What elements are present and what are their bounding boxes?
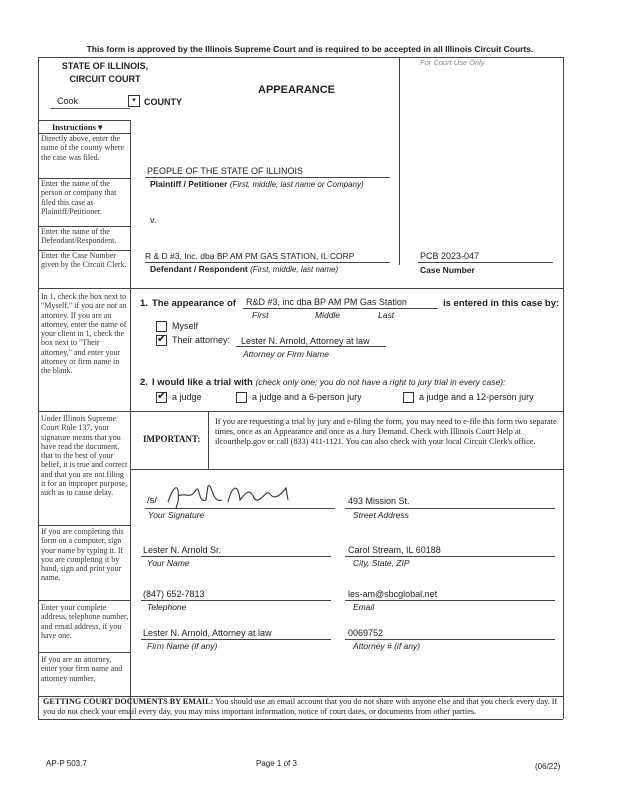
jury12-checkbox[interactable] — [403, 392, 414, 403]
myself-checkbox[interactable] — [156, 321, 167, 332]
instr-county: Directly above, enter the name of the county where the case was filed. — [41, 134, 125, 162]
your-name-input[interactable]: Lester N. Arnold Sr. — [143, 545, 222, 555]
sig-label: Your Signature — [148, 510, 205, 520]
instr-case-number: Enter the Case Number given by the Circuit Clerk. — [41, 251, 127, 270]
firm-input[interactable]: Lester N. Arnold, Attorney at law — [143, 628, 272, 638]
phone-label: Telephone — [147, 602, 187, 612]
their-attorney-label: Their attorney: — [172, 335, 231, 345]
county-label: COUNTY — [144, 97, 182, 107]
middle-label: Middle — [315, 310, 341, 320]
attorney-label: Attorney or Firm Name — [243, 349, 329, 359]
street-label: Street Address — [353, 510, 409, 520]
instr-plaintiff: Enter the name of the person or company that filed this case as Plaintiff/Petitioner. — [41, 179, 117, 216]
section1-number: 1. — [140, 298, 148, 309]
their-attorney-checkbox[interactable] — [156, 335, 167, 346]
plaintiff-label: Plaintiff / Petitioner (First, middle, last name or Company) — [150, 179, 364, 189]
section1-lead: The appearance of — [152, 298, 236, 309]
checkmark-icon: ✔ — [157, 390, 167, 402]
appearance-party-input[interactable]: R&D #3, inc dba BP AM PM Gas Station — [246, 297, 407, 307]
revision-date: (06/22) — [535, 762, 561, 771]
instr-myself: In 1, check the box next to "Myself," if you are not an attorney. If you are an attorney, enter the name of your client in 1, check the box next to "Their attorney," and enter your attorney or firm name in the blank. — [41, 292, 127, 376]
judge-checkbox[interactable] — [156, 392, 167, 403]
instructions-header: Instructions ▾ — [52, 122, 103, 132]
your-name-label: Your Name — [147, 558, 190, 568]
signature-scribble — [162, 478, 302, 512]
instr-rule137: Under Illinois Supreme Court Rule 137, your signature means that you have read the document, that to the best of your belief, it is true and correct and that you are not filing it for an improper purpose, such as to cause delay. — [41, 414, 128, 498]
email-input[interactable]: les-am@sbcglobal.net — [348, 589, 438, 599]
attorney-number-label: Attorney # (if any) — [353, 641, 421, 651]
jury12-label: a judge and a 12-person jury — [419, 392, 534, 402]
case-number-label: Case Number — [420, 265, 475, 275]
street-input[interactable]: 493 Mission St. — [348, 496, 410, 506]
last-label: Last — [378, 310, 395, 320]
phone-input[interactable]: (847) 652-7813 — [143, 589, 205, 599]
county-dropdown-icon[interactable]: ▾ — [128, 95, 140, 107]
myself-label: Myself — [172, 321, 199, 331]
checkmark-icon: ✔ — [157, 333, 167, 345]
instr-defendant: Enter the name of the Defendant/Respondent. — [41, 227, 117, 246]
approval-notice: This form is approved by the Illinois Supreme Court and is required to be accepted in all Illinois Circuit Courts. — [86, 44, 534, 54]
important-label: IMPORTANT: — [143, 434, 201, 444]
court-header — [40, 60, 170, 86]
email-notice: GETTING COURT DOCUMENTS BY EMAIL: You should use an email account that you do not share with anyone else and that you check every day. If you do not check your email every day, you may miss important information, notice of court dates, or documents from other parties. — [43, 697, 558, 716]
city-label: City, State, ZIP — [353, 558, 410, 568]
jury6-checkbox[interactable] — [236, 392, 247, 403]
form-title: APPEARANCE — [258, 84, 336, 96]
important-text: If you are requesting a trial by jury and e-filing the form, you may need to e-file this form two separate times, once as an Appearance and once as a Jury Demand. Check with Illinois Court Help at ilcourthelp.gov or call (833) 411-1121. You can also check with your local Circuit Clerk's office. — [215, 417, 557, 446]
judge-label: a judge — [172, 392, 202, 402]
attorney-number-input[interactable]: 0069752 — [348, 628, 384, 638]
state-line: STATE OF ILLINOIS, — [61, 61, 149, 71]
form-id: AP-P 503.7 — [46, 759, 87, 768]
sig-prefix: /s/ — [147, 495, 158, 506]
versus-label: v. — [150, 215, 157, 225]
defendant-label: Defendant / Respondent (First, middle, last name) — [150, 264, 339, 274]
county-input[interactable]: Cook — [57, 96, 79, 106]
section2-heading: I would like a trial with (check only one; you do not have a right to jury trial in every case): — [152, 377, 506, 388]
attorney-name-input[interactable]: Lester N. Arnold, Attorney at law — [241, 336, 370, 346]
chevron-down-icon: ▾ — [95, 122, 103, 132]
court-use-only: For Court Use Only — [420, 58, 485, 67]
instr-firm: If you are an attorney, enter your firm name and attorney number. — [41, 655, 123, 683]
first-label: First — [252, 310, 269, 320]
city-input[interactable]: Carol Stream, IL 60188 — [348, 545, 441, 555]
plaintiff-input[interactable]: PEOPLE OF THE STATE OF ILLINOIS — [147, 166, 304, 176]
section2-number: 2. — [140, 377, 148, 388]
instr-computer: If you are completing this form on a computer, sign your name by typing it. If you are completing it by hand, sign and print your name. — [41, 527, 124, 583]
defendant-input[interactable]: R & D #3, Inc. dba BP AM PM GAS STATION, IL CORP — [145, 251, 355, 261]
firm-label: Firm Name (if any) — [147, 641, 218, 651]
email-label: Email — [353, 602, 375, 612]
section1-tail: is entered in this case by: — [443, 298, 560, 309]
jury6-label: a judge and a 6-person jury — [252, 392, 362, 402]
page-number: Page 1 of 3 — [256, 759, 297, 768]
circuit-court-line: CIRCUIT COURT — [69, 74, 141, 84]
instr-address: Enter your complete address, telephone number, and email address, if you have one. — [41, 603, 129, 640]
case-number-input[interactable]: PCB 2023-047 — [420, 251, 480, 261]
